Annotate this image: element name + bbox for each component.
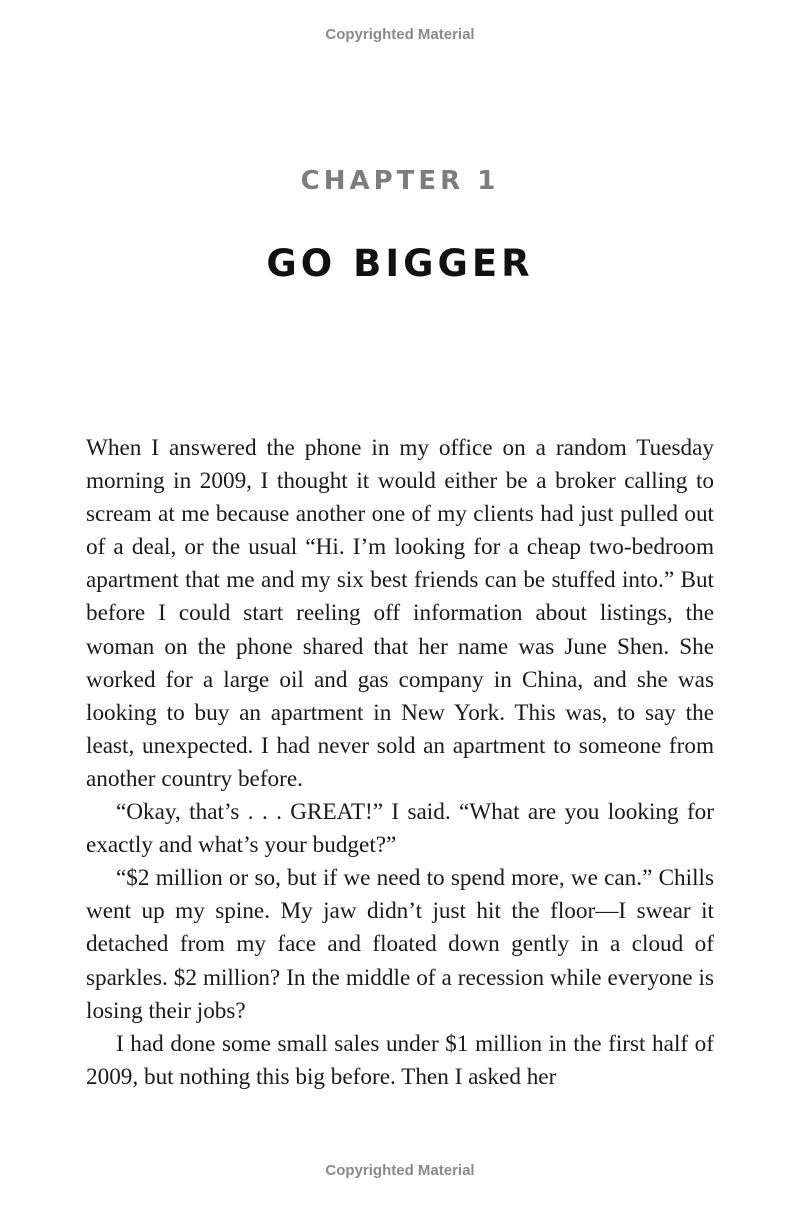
chapter-body bbox=[86, 432, 714, 1094]
paragraph: I had done some small sales under $1 million in the first half of 2009, but nothing this big before. Then I asked her bbox=[86, 1030, 714, 1090]
paragraph: “Okay, that’s . . . GREAT!” I said. “What are you looking for exactly and what’s your budget?” bbox=[86, 799, 714, 859]
copyright-watermark-top: Copyrighted Material bbox=[325, 26, 475, 43]
copyright-watermark-bottom: Copyrighted Material bbox=[325, 1162, 475, 1179]
paragraph: “$2 million or so, but if we need to spend more, we can.” Chills went up my spine. My jaw didn’t just hit the floor—I swear it detached from my face and floated down gently in a cloud of sparkles. $2 million? In the middle of a recession while everyone is losing their jobs? bbox=[86, 865, 714, 1024]
chapter-number: CHAPTER 1 bbox=[300, 166, 500, 196]
chapter-title: GO BIGGER bbox=[266, 242, 534, 285]
paragraph: When I answered the phone in my office on a random Tuesday morning in 2009, I thought it would either be a broker calling to scream at me because another one of my clients had just pulled out of a deal, or the usual “Hi. I’m looking for a cheap two-bedroom apartment that me and my six best friends can be stuffed into.” But before I could start reeling off information about listings, the woman on the phone shared that her name was June Shen. She worked for a large oil and gas company in China, and she was looking to buy an apartment in New York. This was, to say the least, unexpected. I had never sold an apartment to someone from another country before. bbox=[86, 435, 714, 792]
